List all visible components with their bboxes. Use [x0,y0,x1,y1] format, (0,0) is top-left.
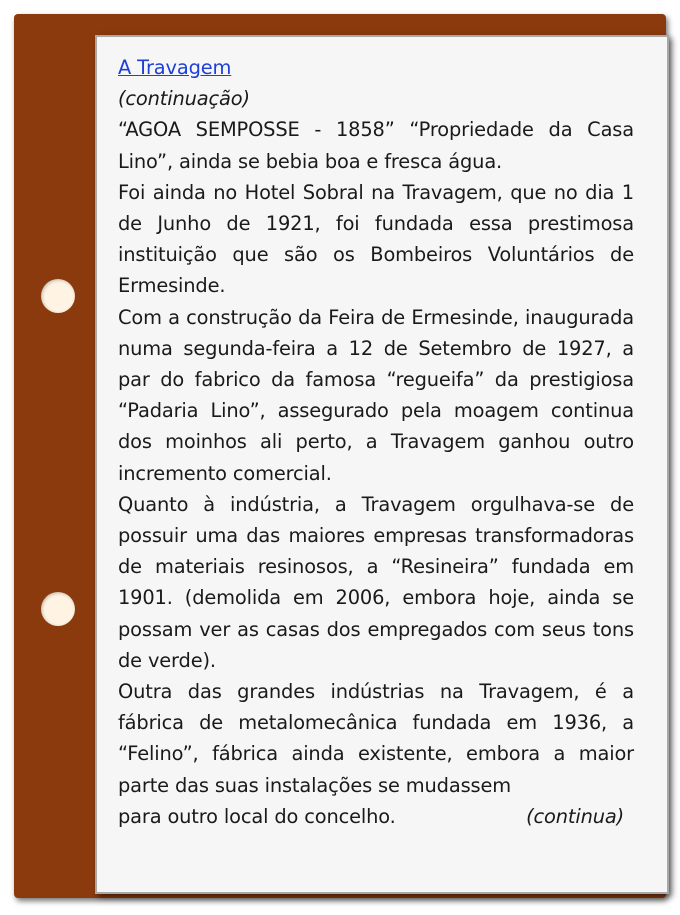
paragraph-feira: Com a construção da Feira de Ermesinde, inaugurada numa segunda-feira a 12 de Setembro de 1927, a par do fabrico da famosa “regueifa” da prestigiosa “Padaria Lino”, assegurado pela moagem continua dos moinhos ali perto, a Travagem ganhou outro incremento comercial. [118,305,634,485]
article-body [118,52,634,832]
binder-hole-top [41,279,75,313]
article-title-link[interactable]: A Travagem [118,56,232,79]
binder-background [14,14,666,898]
paragraph-bombeiros: Foi ainda no Hotel Sobral na Travagem, que no dia 1 de Junho de 1921, foi fundada essa prestimosa instituição que são os Bombeiros Voluntários de Ermesinde. [118,180,634,298]
closing-text: para outro local do concelho. [118,804,396,828]
paragraph-resineira: Quanto à indústria, a Travagem orgulhava-se de possuir uma das maiores empresas transformadoras de materiais resinosos, a “Resineira” fundada em 1901. (demolida em 2006, embora hoje, ainda se possam ver as casas dos empregados com seus tons de verde). [118,492,634,672]
paragraph-agoa: “AGOA SEMPOSSE - 1858” “Propriedade da Casa Lino”, ainda se bebia boa e fresca água. [118,118,634,173]
continua-note: (continua) [526,804,624,828]
closing-line [118,801,634,832]
paper-sheet [95,35,669,894]
article-subtitle: (continuação) [118,87,250,111]
binder-hole-bottom [41,592,75,626]
paragraph-felino: Outra das grandes indústrias na Travagem, é a fábrica de metalomecânica fundada em 1936, a “Felino”, fábrica ainda existente, embora a maior parte das suas instalações se mudassem [118,680,634,797]
